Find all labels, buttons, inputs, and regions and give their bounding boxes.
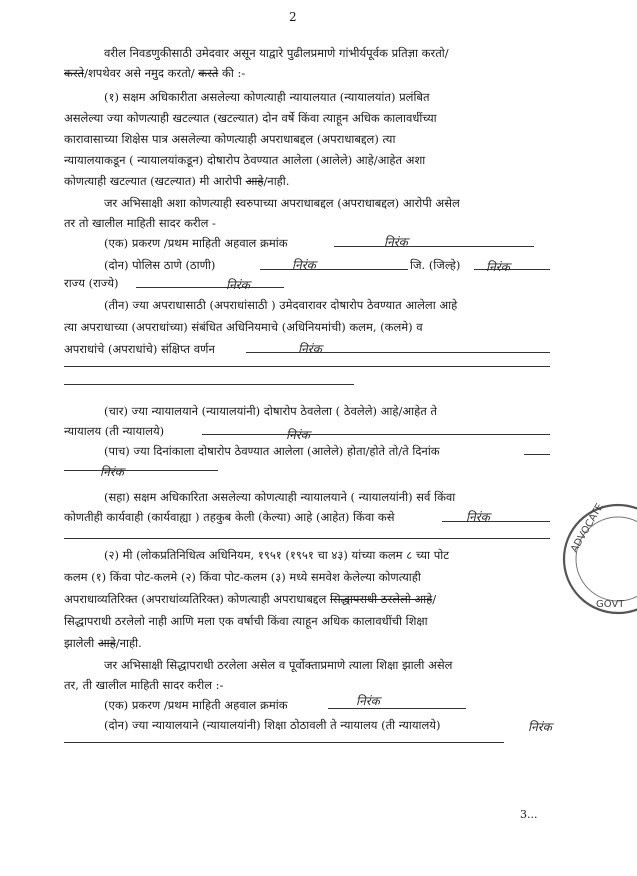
intro-line-2 (64, 66, 245, 80)
clause1-line-4: न्यायालयाकडून ( न्यायालयांकडून) दोषारोप ठेवण्यात आलेला (आलेले) आहे/आहेत अशा (64, 153, 426, 167)
item-a-don: (दोन) पोलिस ठाणे (ठाणी) (104, 258, 216, 272)
handwritten-nirank: निरंक (298, 342, 322, 356)
struck-word: आहे (245, 174, 264, 188)
fill-line (64, 470, 218, 471)
struck-word: आहे (97, 636, 116, 650)
fill-line (64, 538, 550, 539)
fill-line (64, 384, 354, 385)
fill-line (328, 708, 466, 709)
accused-intro-2: तर तो खालील माहिती सादर करील - (64, 216, 216, 230)
page-number: 2 (289, 10, 297, 24)
handwritten-nirank: निरंक (100, 465, 124, 479)
fill-line (64, 366, 550, 367)
fill-line (246, 352, 550, 353)
clause1-line-3: कारावासाच्या शिक्षेस पात्र असलेल्या कोणत्याही अपराधाबद्दल (अपराधाबद्दल) त्या (64, 132, 396, 146)
item-a-saha-1: (सहा) सक्षम अधिकारिता असलेल्या कोणत्याही न्यायालयाने ( न्यायालयांनी) सर्व किंवा (104, 490, 456, 504)
intro-line-2-end: की :- (222, 66, 246, 80)
handwritten-nirank: निरंक (292, 258, 316, 272)
handwritten-nirank: निरंक (286, 428, 310, 442)
convicted-intro-2: तर, ती खालील माहिती सादर करील :- (64, 678, 224, 692)
intro-line-1: वरील निवडणुकीसाठी उमेदवार असून याद्वारे पुढीलप्रमाणे गांभीर्यपूर्वक प्रतिज्ञा करतो/ (104, 46, 449, 60)
clause2-line-4: सिद्धापराधी ठरलेलो नाही आणि मला एक वर्षाची किंवा त्याहून अधिक कालावधींची शिक्षा (64, 614, 428, 628)
item-a-teen-1: (तीन) ज्या अपराधासाठी (अपराधांसाठी ) उमेदवारावर दोषारोप ठेवण्यात आलेला आहे (104, 298, 458, 312)
accused-intro-1: जर अभिसाक्षी अशा कोणत्याही स्वरुपाच्या अपराधाबद्दल (अपराधाबद्दल) आरोपी असेल (104, 196, 460, 210)
item-a-char-1: (चार) ज्या न्यायालयाने (न्यायालयांनी) दोषारोप ठेवलेला ( ठेवलेले) आहे/आहेत ते (104, 404, 437, 418)
fill-line (64, 742, 504, 743)
clause2-line-1: (२) मी (लोकप्रतिनिधित्व अधिनियम, १९५१ (१९५१ चा ४३) यांच्या कलम ८ च्या पोट (104, 548, 449, 562)
struck-phrase: सिद्धापराधी ठरलेलो आहे (329, 592, 433, 606)
handwritten-nirank: निरंक (528, 720, 552, 734)
clause2-line-3 (64, 592, 436, 606)
clause1-line-1: (१) सक्षम अधिकारीता असलेल्या कोणत्याही न्यायालयात (न्यायालयांत) प्रलंबित (104, 90, 430, 104)
struck-word: करते (198, 66, 219, 80)
item-b-don: (दोन) ज्या न्यायालयाने (न्यायालयांनी) शिक्षा ठोठावली ते न्यायालय (ती न्यायालये) (104, 718, 441, 732)
item-a-pach: (पाच) ज्या दिनांकाला दोषारोप ठेवण्यात आलेला (आलेले) होता/होते तो/ते दिनांक (104, 444, 440, 458)
intro-line-2-mid: /शपथेवर असे नमुद करतो/ (84, 66, 195, 80)
item-a-char-2: न्यायालय (ती न्यायालये) (64, 424, 165, 438)
stamp-inner-text: GOVT (596, 599, 625, 610)
struck-word: करते (64, 66, 85, 80)
fill-line (136, 287, 284, 288)
clause1-line-2: असलेल्या ज्या कोणत्याही खटल्यात (खटल्यात) दोन वर्षे किंवा त्याहून अधिक कालावधींच्या (64, 111, 437, 125)
clause2-line-3-post: / (432, 592, 437, 606)
item-a-ek: (एक) प्रकरण /प्रथम माहिती अहवाल क्रमांक (104, 236, 288, 250)
fill-line (524, 454, 550, 455)
clause2-line-3-pre: अपराधाव्यतिरिक्त (अपराधांव्यतिरिक्त) कोणत्याही अपराधाबद्दल (64, 592, 327, 606)
handwritten-nirank: निरंक (384, 235, 408, 249)
handwritten-nirank: निरंक (486, 260, 510, 274)
clause1-last-post: /नाही. (263, 174, 290, 188)
item-a-teen-3: अपराधांचे (अपराधांचे) संक्षिप्त वर्णन (64, 342, 215, 356)
item-b-ek: (एक) प्रकरण /प्रथम माहिती अहवाल क्रमांक (104, 698, 288, 712)
fill-line (334, 246, 534, 247)
fill-line (442, 521, 550, 522)
clause2-line-5 (64, 636, 142, 650)
handwritten-nirank: निरंक (226, 278, 250, 292)
fill-line (260, 269, 408, 270)
clause1-last-pre: कोणत्याही खटल्यात (खटल्यात) मी आरोपी (64, 174, 242, 188)
stamp-ring-text: ADVOCATE (569, 501, 606, 555)
item-a-saha-2: कोणतीही कार्यवाही (कार्यवाह्या ) तहकुब केली (केल्या) आहे (आहेत) किंवा कसे (64, 510, 395, 524)
item-a-jilhe: जि. (जिल्हे) (410, 258, 461, 272)
handwritten-nirank: निरंक (356, 694, 380, 708)
advocate-stamp (556, 495, 637, 625)
clause2-line-2: कलम (१) किंवा पोट-कलमे (२) किंवा पोट-कलम (३) मध्ये समवेश केलेल्या कोणत्याही (64, 570, 421, 584)
handwritten-nirank: निरंक (466, 510, 490, 524)
next-page-marker: 3... (520, 808, 538, 821)
item-a-rajya: राज्य (राज्ये) (64, 276, 119, 290)
clause2-line-5-post: /नाही. (115, 636, 142, 650)
fill-line (202, 434, 550, 435)
convicted-intro-1: जर अभिसाक्षी सिद्धापराधी ठरलेला असेल व पूर्वोक्ताप्रमाणे त्याला शिक्षा झाली असेल (104, 658, 453, 672)
item-a-teen-2: त्या अपराधाच्या (अपराधांच्या) संबंधित अधिनियमाचे (अधिनियमांची) कलम, (कलमे) व (64, 320, 423, 334)
clause2-line-5-pre: झालेली (64, 636, 95, 650)
clause1-line-5 (64, 174, 289, 188)
